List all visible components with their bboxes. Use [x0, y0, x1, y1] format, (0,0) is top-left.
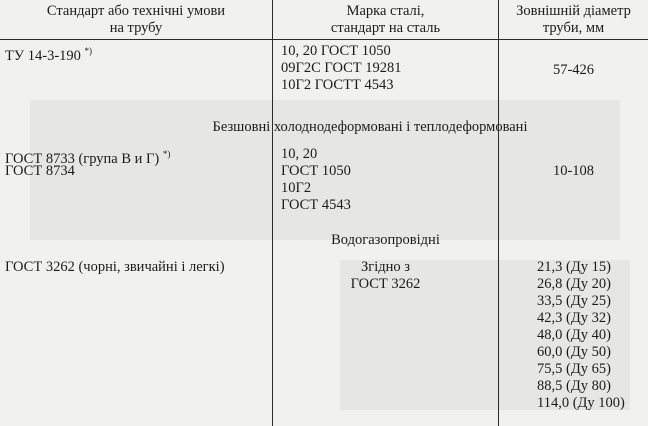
column-divider — [272, 0, 273, 426]
header-standard: Стандарт або технічні умови на трубу — [46, 3, 226, 36]
steel-water-gas: Згідно з ГОСТ 3262 — [350, 259, 421, 292]
standard-gost-8733: ГОСТ 8733 (група В и Г) *) — [5, 149, 171, 167]
standard-tu: ТУ 14-3-190 *) — [5, 46, 93, 64]
standard-gost-8734: ГОСТ 8734 — [5, 163, 75, 179]
header-divider — [0, 39, 648, 40]
diameter-item: 33,5 (Ду 25) — [537, 293, 611, 309]
section-title-water-gas: Водогазопровідні — [331, 232, 440, 248]
diameter-item: 60,0 (Ду 50) — [537, 344, 611, 360]
steel-list-seamless: 10, 20 ГОСТ 1050 10Г2 ГОСТ 4543 — [281, 146, 351, 213]
steel-list-tu: 10, 20 ГОСТ 1050 09Г2С ГОСТ 19281 10Г2 ГОСТТ 4543 — [281, 43, 402, 93]
section-title-seamless: Безшовні холоднодеформовані і теплодеформовані — [212, 119, 528, 135]
header-steel: Марка сталі, стандарт на сталь — [330, 3, 441, 36]
diameter-seamless: 10-108 — [552, 163, 595, 179]
diameter-item: 88,5 (Ду 80) — [537, 378, 611, 394]
footnote-mark: *) — [84, 46, 93, 56]
header-diameter: Зовнішній діаметр труби, мм — [516, 3, 631, 36]
diameter-item: 48,0 (Ду 40) — [537, 327, 611, 343]
diameter-item: 42,3 (Ду 32) — [537, 310, 611, 326]
diameter-list-water-gas — [537, 259, 625, 412]
diameter-item: 21,3 (Ду 15) — [537, 259, 611, 275]
footnote-mark: *) — [162, 149, 171, 159]
diameter-item: 75,5 (Ду 65) — [537, 361, 611, 377]
diameter-item: 26,8 (Ду 20) — [537, 276, 611, 292]
diameter-item: 114,0 (Ду 100) — [537, 395, 625, 411]
diameter-tu: 57-426 — [552, 62, 595, 78]
standard-gost-3262: ГОСТ 3262 (чорні, звичайні і легкі) — [5, 259, 225, 275]
